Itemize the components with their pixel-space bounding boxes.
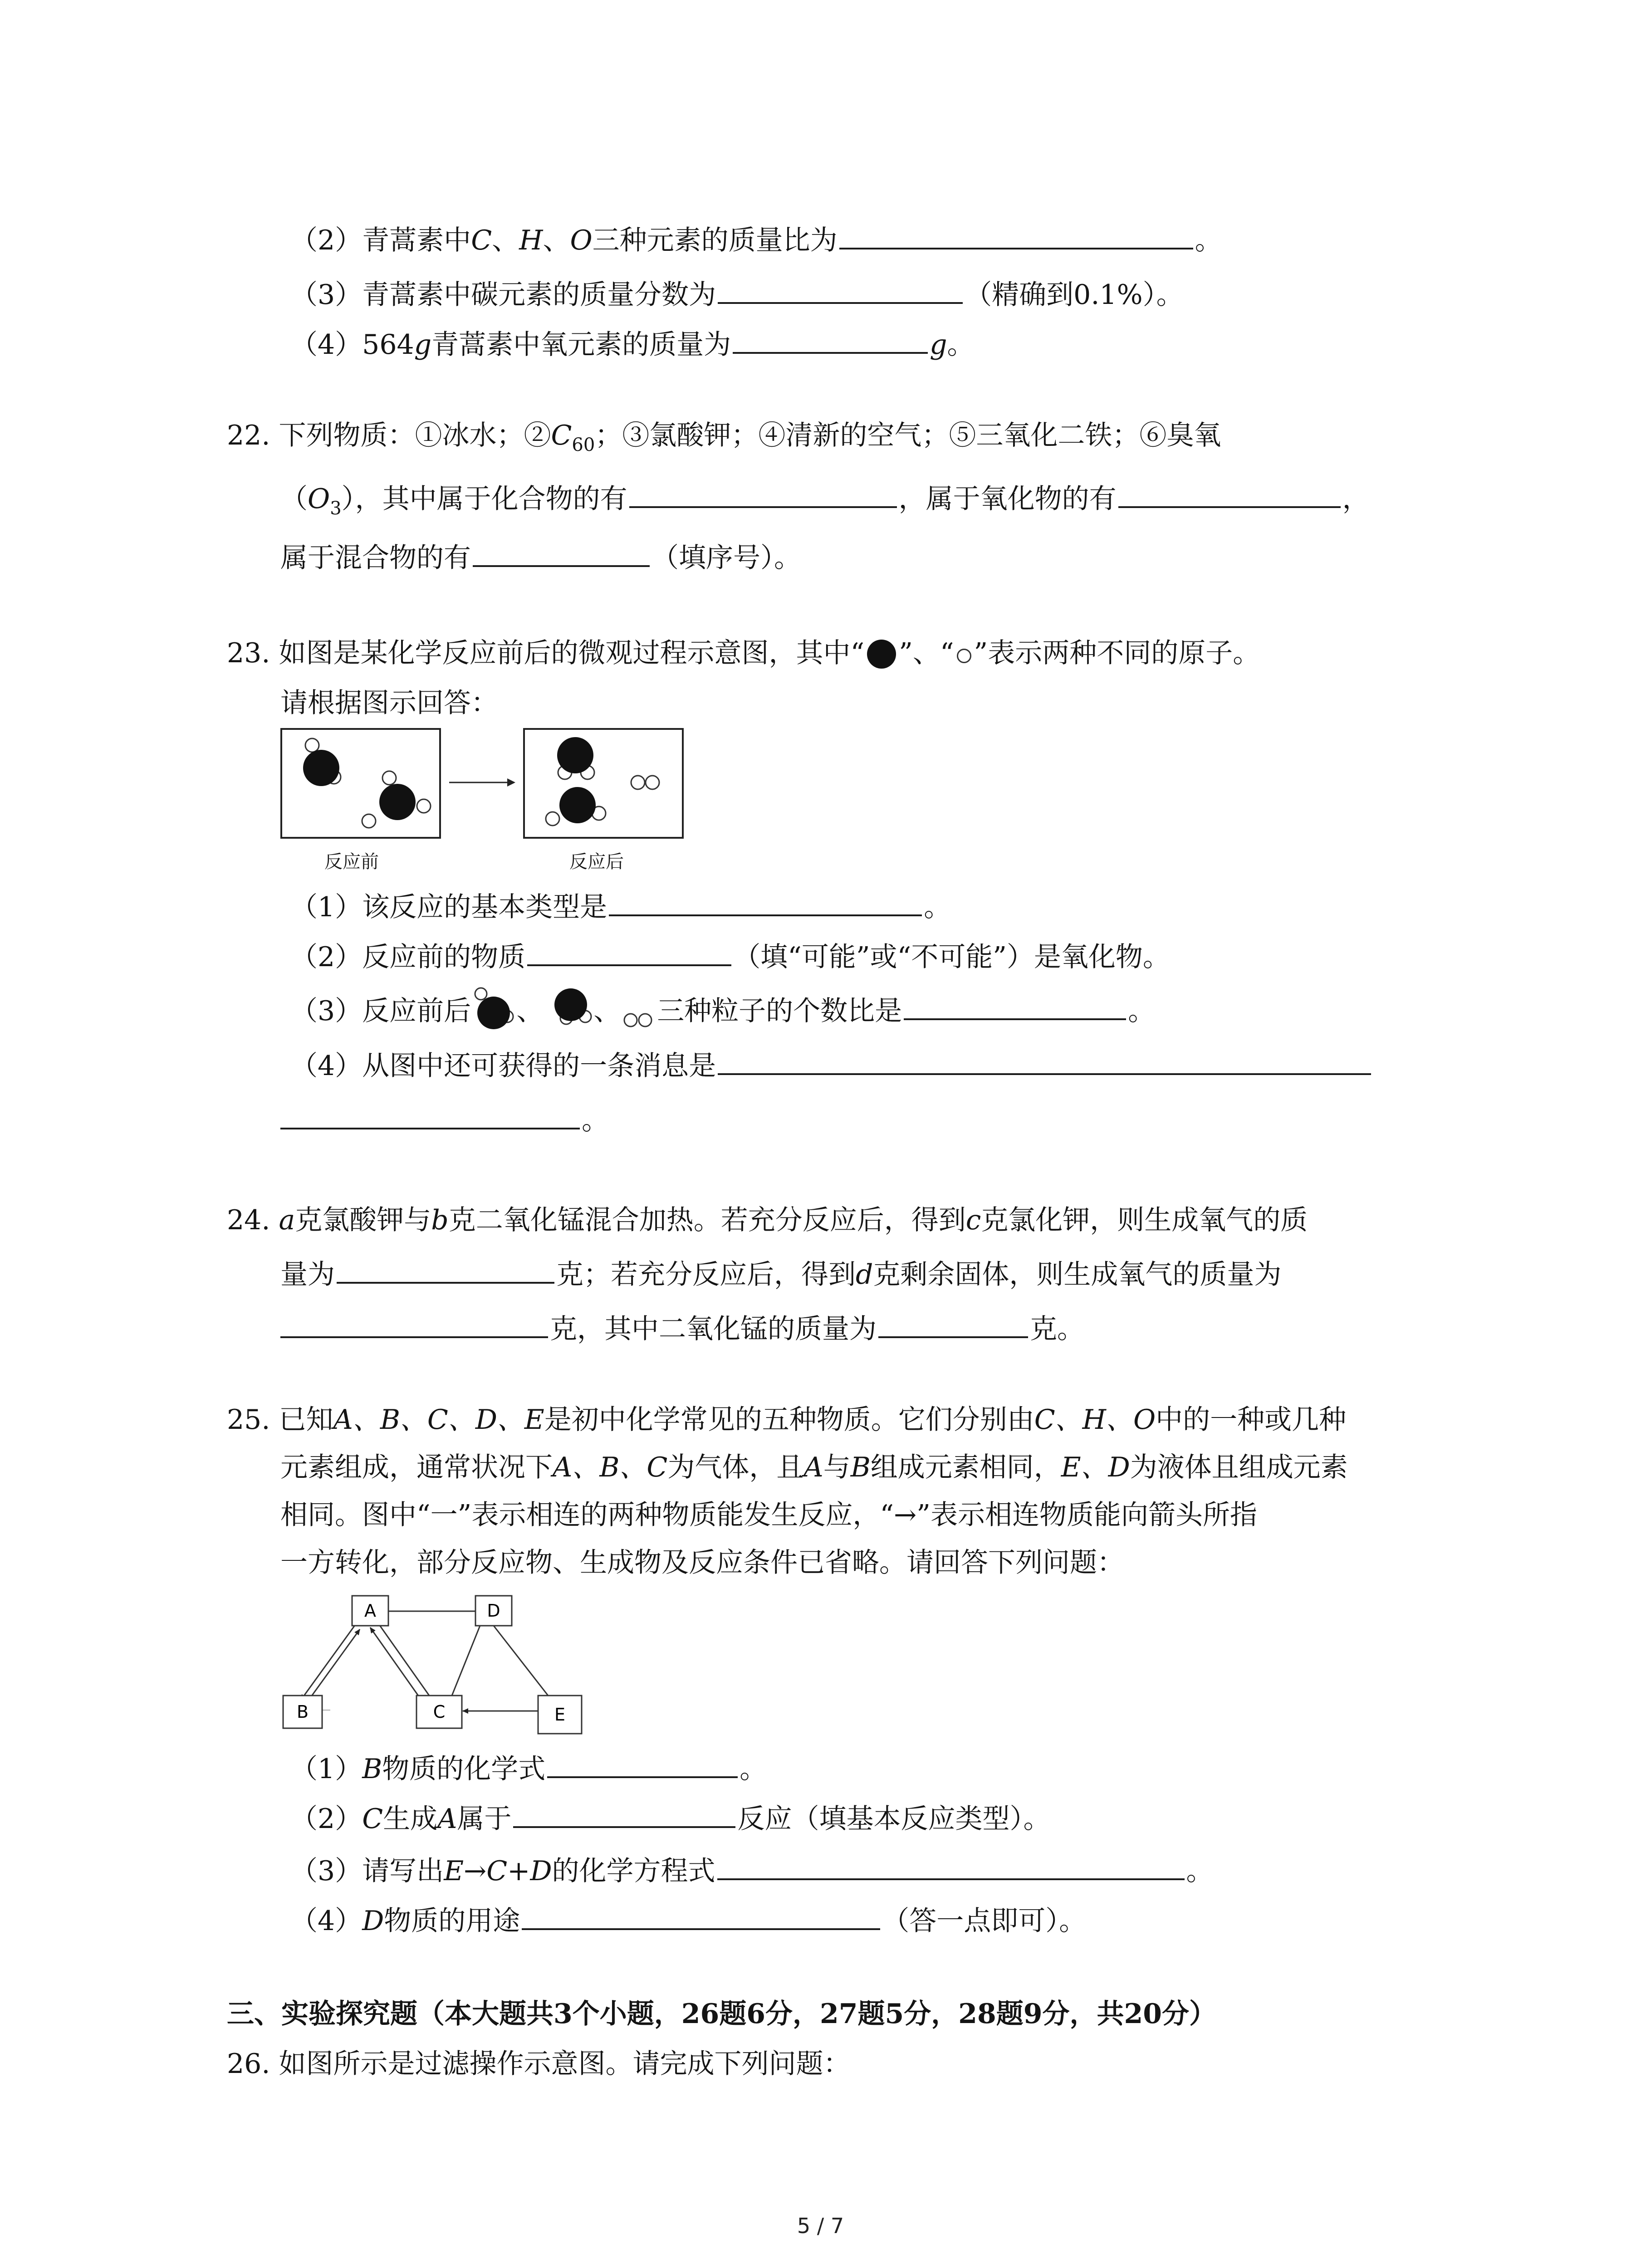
node-b	[283, 1696, 322, 1728]
large-atom-icon	[867, 640, 896, 669]
section-title: 三、实验探究题（本大题共3个小题，26题6分，27题5分，28题9分，共20分）	[227, 1998, 1216, 2030]
molecule-after-1	[557, 737, 594, 779]
answer-blank[interactable]	[1118, 476, 1341, 508]
svg-text:C: C	[433, 1702, 446, 1722]
q21-part3: （3）青蒿素中碳元素的质量分数为 （精确到0.1%）。	[290, 272, 1184, 308]
svg-text:E: E	[554, 1705, 566, 1725]
q26-line1: 26. 如图所示是过滤操作示意图。请完成下列问题：	[227, 2048, 851, 2080]
answer-blank[interactable]	[473, 535, 650, 567]
q25-line2: 元素组成，通常状况下A、B、C为气体，且A与B组成元素相同，E、D为液体且组成元素	[280, 1452, 1348, 1483]
answer-blank[interactable]	[527, 934, 731, 966]
svg-text:B: B	[296, 1702, 309, 1722]
svg-text:A: A	[364, 1601, 376, 1621]
node-e	[538, 1696, 582, 1734]
node-d	[475, 1596, 512, 1626]
page-number: 5 / 7	[797, 2214, 844, 2238]
q21-part4: （4）564g青蒿素中氧元素的质量为 g。	[290, 322, 975, 358]
answer-blank[interactable]	[718, 272, 963, 304]
answer-blank[interactable]	[718, 1043, 1371, 1075]
q25-part1: （1）B物质的化学式 。	[290, 1746, 767, 1783]
node-a	[352, 1596, 388, 1626]
answer-blank[interactable]	[904, 988, 1126, 1020]
q22-line3: 属于混合物的有 （填序号）。	[280, 535, 801, 572]
q23-part2: （2）反应前的物质 （填“可能”或“不可能”）是氧化物。	[290, 934, 1170, 971]
answer-blank[interactable]	[717, 1848, 1185, 1880]
molecule-after-3	[631, 776, 659, 789]
q25-line3: 相同。图中“一”表示相连的两种物质能发生反应，“→”表示相连物质能向箭头所指	[280, 1499, 1257, 1531]
q23-part4-cont: 。	[280, 1098, 609, 1134]
answer-blank[interactable]	[878, 1306, 1028, 1338]
answer-blank[interactable]	[280, 1306, 548, 1338]
molecule-after-2	[546, 787, 606, 826]
molecule-before-2	[362, 771, 431, 828]
answer-blank[interactable]	[839, 218, 1193, 249]
molecule-before-1	[303, 738, 341, 786]
q23-line1: 23. 如图是某化学反应前后的微观过程示意图，其中“ ”、“ ”表示两种不同的原子。	[227, 637, 1260, 669]
q23-part3: （3）反应前后 、 、 三种粒子的个数比是 。	[290, 987, 1155, 1023]
q25-part4: （4）D物质的用途 （答一点即可）。	[290, 1898, 1086, 1935]
answer-blank[interactable]	[609, 885, 922, 916]
answer-blank[interactable]	[280, 1098, 580, 1129]
small-atom-icon	[957, 649, 971, 663]
q23-part1: （1）该反应的基本类型是 。	[290, 885, 951, 921]
q25-line4: 一方转化，部分反应物、生成物及反应条件已省略。请回答下列问题：	[280, 1547, 1124, 1579]
answer-blank[interactable]	[733, 322, 928, 354]
answer-blank[interactable]	[629, 476, 897, 508]
q21-part2: （2）青蒿素中C、H、O三种元素的质量比为 。	[290, 218, 1222, 254]
diatomic-molecule-icon	[621, 1005, 657, 1032]
molecule-3atom-icon	[471, 987, 516, 1032]
q25-part3: （3）请写出E→C+D的化学方程式 。	[290, 1848, 1214, 1885]
answer-blank[interactable]	[547, 1746, 738, 1778]
label-after: 反应后	[569, 851, 624, 872]
q25-line1: 25. 已知A、B、C、D、E是初中化学常见的五种物质。它们分别由C、H、O中的一种或几种	[227, 1404, 1347, 1436]
q24-line2: 量为 克；若充分反应后，得到d克剩余固体，则生成氧气的质量为	[280, 1252, 1281, 1288]
q22-line1: 22. 下列物质：①冰水；$②C_{60}$；③氯酸钾；④清新的空气；⑤三氧化二铁；⑥臭氧	[227, 420, 1221, 455]
label-before: 反应前	[324, 851, 379, 872]
q24-line3: 克，其中二氧化锰的质量为 克。	[280, 1306, 1084, 1343]
answer-blank[interactable]	[522, 1898, 880, 1930]
q22-line2: $(O_3)$，其中属于化合物的有 ，属于氧化物的有 ，	[280, 476, 1370, 513]
svg-text:D: D	[487, 1601, 500, 1621]
q25-part2: （2）C生成A属于 反应（填基本反应类型）。	[290, 1796, 1050, 1833]
q24-line1: 24. a克氯酸钾与b克二氧化锰混合加热。若充分反应后，得到c克氯化钾，则生成氧气的质	[227, 1204, 1308, 1236]
node-c	[416, 1696, 462, 1728]
substance-relationship-diagram	[280, 1588, 589, 1737]
answer-blank[interactable]	[337, 1252, 554, 1284]
arrow-icon	[507, 778, 515, 787]
q23-part4: （4）从图中还可获得的一条消息是	[290, 1043, 1373, 1080]
q23-line2: 请根据图示回答：	[280, 687, 498, 719]
molecule-2atom-icon	[544, 987, 593, 1032]
answer-blank[interactable]	[513, 1796, 735, 1828]
